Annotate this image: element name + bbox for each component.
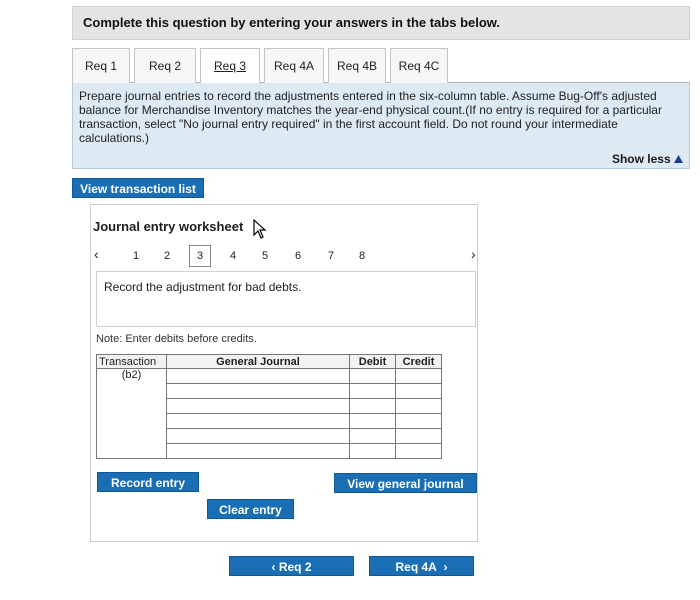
page-2[interactable]: 2 (164, 250, 171, 262)
show-less-label: Show less (611, 152, 671, 166)
prev-req-button[interactable] (229, 556, 354, 576)
entry-prompt (96, 271, 476, 327)
chevron-left-icon: ‹ (271, 560, 279, 574)
prev-req-label: Req 2 (278, 560, 312, 574)
tab-req-4c[interactable] (390, 48, 448, 83)
page-5[interactable]: 5 (262, 250, 269, 262)
req-tabs (72, 48, 690, 83)
tab-label: Req 2 (148, 59, 182, 73)
tab-req-2[interactable] (134, 48, 196, 83)
view-general-journal-button[interactable]: View general journal (334, 473, 477, 493)
page-8[interactable]: 8 (359, 250, 366, 262)
col-debit: Debit (350, 355, 396, 369)
tab-label: Req 4C (398, 59, 440, 73)
debit-field[interactable] (350, 444, 396, 459)
page-6[interactable]: 6 (295, 250, 302, 262)
chevron-right-icon: › (436, 560, 448, 574)
page-title: Complete this question by entering your answers in the tabs below. (72, 6, 690, 40)
account-field[interactable] (167, 444, 350, 459)
tab-label: Req 1 (84, 59, 118, 73)
table-row (97, 369, 442, 384)
page-7[interactable]: 7 (328, 250, 335, 262)
transaction-id: (b2) (97, 369, 167, 459)
view-transaction-list-button[interactable]: View transaction list (72, 178, 204, 198)
page-4[interactable]: 4 (230, 250, 237, 262)
chevron-right-icon[interactable]: › (471, 246, 476, 262)
debit-field[interactable] (350, 384, 396, 399)
credit-field[interactable] (396, 444, 442, 459)
instructions-text: Prepare journal entries to record the adjustments entered in the six-column table. Assume Bug-Off's adjusted balance for Merchandise Inventory matches the year-end physical count.(If no entry is required for a particular transaction, select "No journal entry required" in the first account field. Do not round your intermediate calculations.) (79, 89, 662, 145)
record-entry-button[interactable]: Record entry (97, 472, 199, 492)
credit-field[interactable] (396, 384, 442, 399)
credit-field[interactable] (396, 429, 442, 444)
worksheet-pager (92, 246, 482, 268)
journal-table (96, 354, 442, 459)
page-1[interactable]: 1 (133, 250, 140, 262)
tab-req-4a[interactable] (264, 48, 324, 83)
prompt-text: Record the adjustment for bad debts. (104, 280, 302, 294)
tab-req-3[interactable] (200, 48, 260, 84)
mouse-pointer-icon (253, 219, 267, 239)
col-general-journal: General Journal (167, 355, 350, 369)
instructions-panel (72, 83, 690, 169)
account-field[interactable] (167, 369, 350, 384)
worksheet-title: Journal entry worksheet (93, 219, 244, 234)
tab-label: Req 4A (273, 59, 315, 73)
account-field[interactable] (167, 414, 350, 429)
debit-field[interactable] (350, 369, 396, 384)
tab-req-1[interactable] (72, 48, 130, 83)
clear-entry-button[interactable]: Clear entry (207, 499, 294, 519)
tab-req-4b[interactable] (328, 48, 386, 83)
next-req-button[interactable] (369, 556, 474, 576)
next-req-label: Req 4A (395, 560, 437, 574)
col-credit: Credit (396, 355, 442, 369)
account-field[interactable] (167, 399, 350, 414)
debit-field[interactable] (350, 414, 396, 429)
col-transaction: Transaction (97, 355, 167, 369)
credit-field[interactable] (396, 414, 442, 429)
show-less-link[interactable] (612, 152, 683, 166)
page-3-current[interactable]: 3 (189, 245, 211, 267)
tab-label: Req 4B (336, 59, 378, 73)
debit-field[interactable] (350, 399, 396, 414)
credit-field[interactable] (396, 369, 442, 384)
credit-field[interactable] (396, 399, 442, 414)
entry-note: Note: Enter debits before credits. (96, 333, 257, 345)
account-field[interactable] (167, 429, 350, 444)
journal-header-row (97, 355, 442, 369)
debit-field[interactable] (350, 429, 396, 444)
tab-label: Req 3 (213, 59, 247, 73)
caret-up-icon (674, 155, 683, 163)
account-field[interactable] (167, 384, 350, 399)
chevron-left-icon[interactable]: ‹ (94, 246, 99, 262)
